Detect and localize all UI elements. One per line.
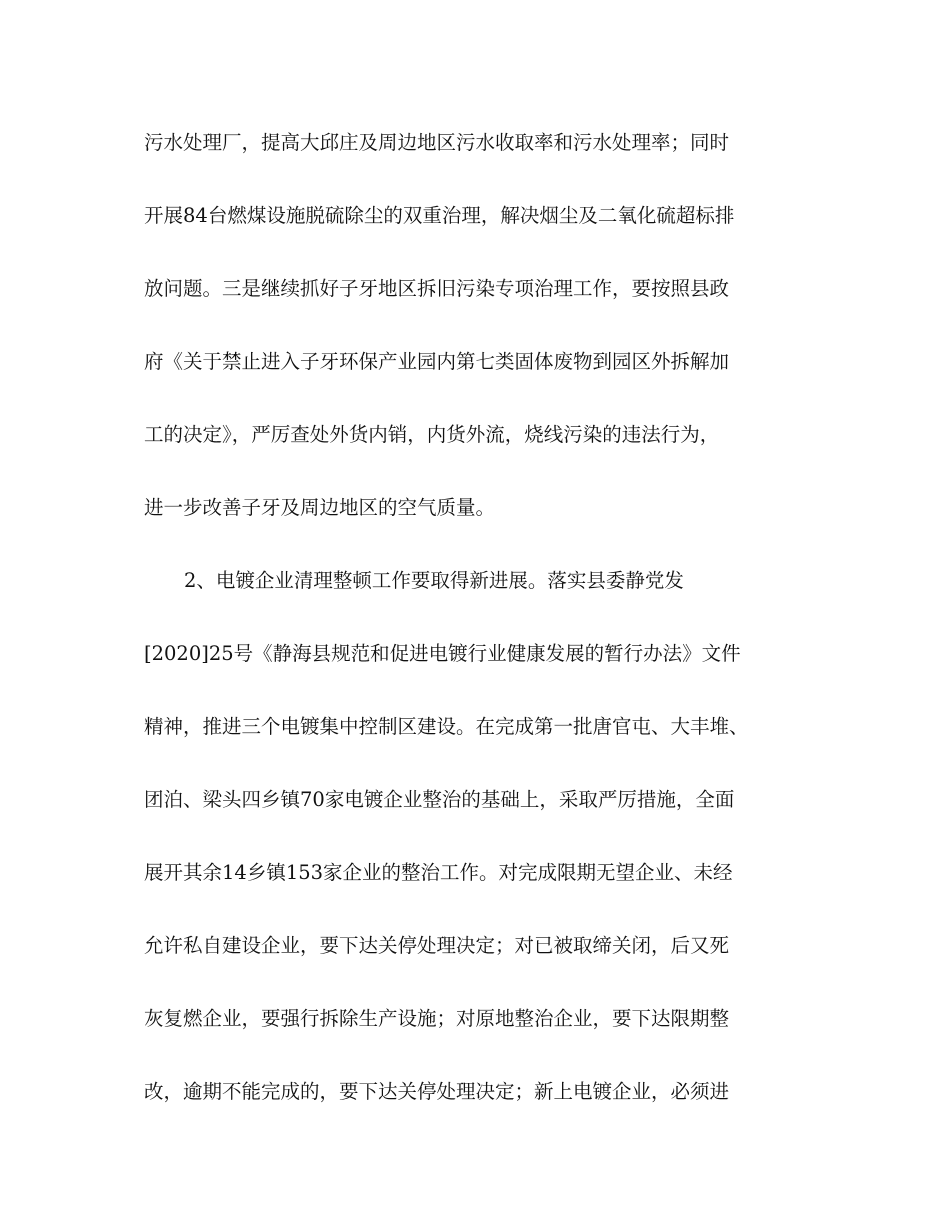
text-line: 工的决定》，严厉查处外货内销，内货外流，烧线污染的违法行为， — [144, 423, 720, 446]
text-line: 改，逾期不能完成的，要下达关停处理决定；新上电镀企业，必须进 — [144, 1080, 730, 1103]
text-line: 展开其余14乡镇153家企业的整治工作。对完成限期无望企业、未经 — [144, 861, 733, 884]
text-line: 府《关于禁止进入子牙环保产业园内第七类固体废物到园区外拆解加 — [144, 350, 730, 373]
text-line: 灰复燃企业，要强行拆除生产设施；对原地整治企业，要下达限期整 — [144, 1007, 730, 1030]
text-line: 允许私自建设企业，要下达关停处理决定；对已被取缔关闭，后又死 — [144, 934, 730, 957]
text-line: 进一步改善子牙及周边地区的空气质量。 — [144, 496, 496, 519]
text-line: 团泊、梁头四乡镇70家电镀企业整治的基础上，采取严厉措施，全面 — [144, 788, 735, 811]
text-line: 精神，推进三个电镀集中控制区建设。在完成第一批唐官屯、大丰堆、 — [144, 715, 749, 738]
text-line: [2020]25号《静海县规范和促进电镀行业健康发展的暂行办法》文件 — [144, 642, 741, 665]
text-line: 2、电镀企业清理整顿工作要取得新进展。落实县委静党发 — [184, 569, 684, 592]
text-line: 开展84台燃煤设施脱硫除尘的双重治理，解决烟尘及二氧化硫超标排 — [144, 204, 735, 227]
text-line: 污水处理厂，提高大邱庄及周边地区污水收取率和污水处理率；同时 — [144, 131, 730, 154]
text-line: 放问题。三是继续抓好子牙地区拆旧污染专项治理工作，要按照县政 — [144, 277, 730, 300]
